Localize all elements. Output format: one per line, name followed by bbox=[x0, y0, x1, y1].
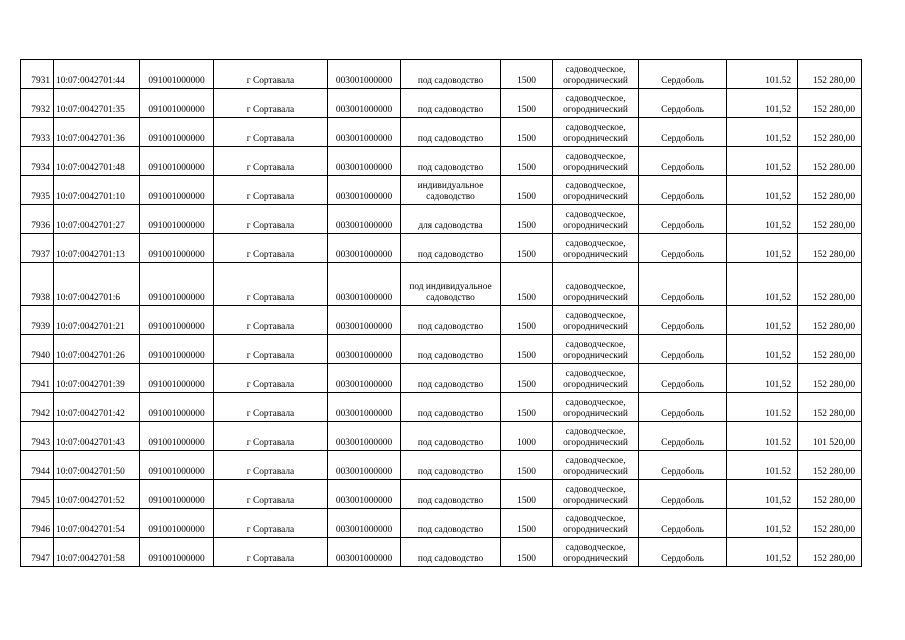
cadastral-value: 152 280,00 bbox=[798, 234, 862, 263]
okato-code: 091001000000 bbox=[140, 451, 214, 480]
cadastral-number: 10:07:0042701:42 bbox=[54, 393, 140, 422]
table-row bbox=[21, 538, 862, 567]
cadastral-number: 10:07:0042701:26 bbox=[54, 335, 140, 364]
locality: г Сортавала bbox=[214, 451, 328, 480]
locality: г Сортавала bbox=[214, 364, 328, 393]
oktmo-code: 003001000000 bbox=[328, 147, 401, 176]
specific-value: 101,52 bbox=[727, 364, 798, 393]
row-number: 7947 bbox=[21, 538, 54, 567]
permitted-use: под индивидуальное садоводство bbox=[401, 263, 501, 306]
cadastral-value: 152 280,00 bbox=[798, 509, 862, 538]
land-category: садоводческое, огороднический bbox=[553, 364, 639, 393]
oktmo-code: 003001000000 bbox=[328, 480, 401, 509]
table-row bbox=[21, 422, 862, 451]
permitted-use: для садоводства bbox=[401, 205, 501, 234]
cadastral-number: 10:07:0042701:10 bbox=[54, 176, 140, 205]
row-number: 7945 bbox=[21, 480, 54, 509]
oktmo-code: 003001000000 bbox=[328, 335, 401, 364]
tax-authority: Сердоболь bbox=[639, 60, 727, 89]
specific-value: 101,52 bbox=[727, 480, 798, 509]
specific-value: 101,52 bbox=[727, 176, 798, 205]
tax-authority: Сердоболь bbox=[639, 147, 727, 176]
permitted-use: под садоводство bbox=[401, 89, 501, 118]
cadastral-number: 10:07:0042701:21 bbox=[54, 306, 140, 335]
cadastral-value: 152 280,00 bbox=[798, 480, 862, 509]
cadastral-value: 152 280,00 bbox=[798, 60, 862, 89]
permitted-use: под садоводство bbox=[401, 422, 501, 451]
area: 1500 bbox=[501, 306, 553, 335]
locality: г Сортавала bbox=[214, 60, 328, 89]
locality: г Сортавала bbox=[214, 205, 328, 234]
locality: г Сортавала bbox=[214, 263, 328, 306]
cadastral-number: 10:07:0042701:52 bbox=[54, 480, 140, 509]
cadastral-number: 10:07:0042701:54 bbox=[54, 509, 140, 538]
area: 1500 bbox=[501, 176, 553, 205]
specific-value: 101,52 bbox=[727, 147, 798, 176]
land-category: садоводческое, огороднический bbox=[553, 538, 639, 567]
area: 1500 bbox=[501, 147, 553, 176]
tax-authority: Сердоболь bbox=[639, 176, 727, 205]
tax-authority: Сердоболь bbox=[639, 451, 727, 480]
oktmo-code: 003001000000 bbox=[328, 364, 401, 393]
land-category: садоводческое, огороднический bbox=[553, 480, 639, 509]
cadastral-number: 10:07:0042701:58 bbox=[54, 538, 140, 567]
okato-code: 091001000000 bbox=[140, 306, 214, 335]
table-body bbox=[21, 60, 862, 567]
specific-value: 101.52 bbox=[727, 422, 798, 451]
locality: г Сортавала bbox=[214, 234, 328, 263]
row-number: 7936 bbox=[21, 205, 54, 234]
row-number: 7943 bbox=[21, 422, 54, 451]
okato-code: 091001000000 bbox=[140, 538, 214, 567]
land-category: садоводческое, огороднический bbox=[553, 393, 639, 422]
row-number: 7931 bbox=[21, 60, 54, 89]
locality: г Сортавала bbox=[214, 89, 328, 118]
locality: г Сортавала bbox=[214, 480, 328, 509]
cadastral-value: 152 280,00 bbox=[798, 451, 862, 480]
permitted-use: индивидуальное садоводство bbox=[401, 176, 501, 205]
tax-authority: Сердоболь bbox=[639, 509, 727, 538]
locality: г Сортавала bbox=[214, 176, 328, 205]
tax-authority: Сердоболь bbox=[639, 538, 727, 567]
row-number: 7941 bbox=[21, 364, 54, 393]
okato-code: 091001000000 bbox=[140, 147, 214, 176]
tax-authority: Сердоболь bbox=[639, 118, 727, 147]
permitted-use: под садоводство bbox=[401, 364, 501, 393]
oktmo-code: 003001000000 bbox=[328, 451, 401, 480]
land-category: садоводческое, огороднический bbox=[553, 335, 639, 364]
row-number: 7946 bbox=[21, 509, 54, 538]
table-row bbox=[21, 306, 862, 335]
permitted-use: под садоводство bbox=[401, 451, 501, 480]
okato-code: 091001000000 bbox=[140, 176, 214, 205]
cadastral-value: 152 280,00 bbox=[798, 393, 862, 422]
locality: г Сортавала bbox=[214, 335, 328, 364]
land-category: садоводческое, огороднический bbox=[553, 60, 639, 89]
okato-code: 091001000000 bbox=[140, 393, 214, 422]
specific-value: 101,52 bbox=[727, 234, 798, 263]
tax-authority: Сердоболь bbox=[639, 205, 727, 234]
permitted-use: под садоводство bbox=[401, 480, 501, 509]
table-row bbox=[21, 60, 862, 89]
permitted-use: под садоводство bbox=[401, 509, 501, 538]
row-number: 7942 bbox=[21, 393, 54, 422]
row-number: 7933 bbox=[21, 118, 54, 147]
table-row bbox=[21, 205, 862, 234]
cadastral-number: 10:07:0042701:27 bbox=[54, 205, 140, 234]
specific-value: 101.52 bbox=[727, 60, 798, 89]
oktmo-code: 003001000000 bbox=[328, 538, 401, 567]
row-number: 7940 bbox=[21, 335, 54, 364]
tax-authority: Сердоболь bbox=[639, 306, 727, 335]
area: 1500 bbox=[501, 118, 553, 147]
table-row bbox=[21, 335, 862, 364]
okato-code: 091001000000 bbox=[140, 364, 214, 393]
specific-value: 101,52 bbox=[727, 509, 798, 538]
table-row bbox=[21, 451, 862, 480]
cadastral-number: 10:07:0042701:43 bbox=[54, 422, 140, 451]
table-row bbox=[21, 234, 862, 263]
row-number: 7937 bbox=[21, 234, 54, 263]
permitted-use: под садоводство bbox=[401, 538, 501, 567]
oktmo-code: 003001000000 bbox=[328, 89, 401, 118]
table-row bbox=[21, 480, 862, 509]
oktmo-code: 003001000000 bbox=[328, 205, 401, 234]
row-number: 7939 bbox=[21, 306, 54, 335]
area: 1500 bbox=[501, 393, 553, 422]
okato-code: 091001000000 bbox=[140, 234, 214, 263]
cadastral-number: 10:07:0042701:39 bbox=[54, 364, 140, 393]
specific-value: 101,52 bbox=[727, 335, 798, 364]
area: 1500 bbox=[501, 364, 553, 393]
land-category: садоводческое, огороднический bbox=[553, 147, 639, 176]
land-category: садоводческое, огороднический bbox=[553, 306, 639, 335]
table-row bbox=[21, 509, 862, 538]
area: 1500 bbox=[501, 263, 553, 306]
locality: г Сортавала bbox=[214, 147, 328, 176]
row-number: 7935 bbox=[21, 176, 54, 205]
okato-code: 091001000000 bbox=[140, 263, 214, 306]
cadastral-value: 152 280,00 bbox=[798, 538, 862, 567]
okato-code: 091001000000 bbox=[140, 205, 214, 234]
cadastral-value: 101 520,00 bbox=[798, 422, 862, 451]
area: 1500 bbox=[501, 205, 553, 234]
locality: г Сортавала bbox=[214, 118, 328, 147]
permitted-use: под садоводство bbox=[401, 234, 501, 263]
specific-value: 101,52 bbox=[727, 205, 798, 234]
row-number: 7944 bbox=[21, 451, 54, 480]
cadastral-number: 10:07:0042701:36 bbox=[54, 118, 140, 147]
land-category: садоводческое, огороднический bbox=[553, 422, 639, 451]
okato-code: 091001000000 bbox=[140, 422, 214, 451]
table-row bbox=[21, 89, 862, 118]
table-row bbox=[21, 263, 862, 306]
okato-code: 091001000000 bbox=[140, 89, 214, 118]
table-row bbox=[21, 118, 862, 147]
okato-code: 091001000000 bbox=[140, 509, 214, 538]
oktmo-code: 003001000000 bbox=[328, 176, 401, 205]
area: 1500 bbox=[501, 451, 553, 480]
cadastral-value: 152 280,00 bbox=[798, 176, 862, 205]
tax-authority: Сердоболь bbox=[639, 335, 727, 364]
row-number: 7938 bbox=[21, 263, 54, 306]
tax-authority: Сердоболь bbox=[639, 393, 727, 422]
oktmo-code: 003001000000 bbox=[328, 306, 401, 335]
area: 1500 bbox=[501, 89, 553, 118]
cadastral-value: 152 280,00 bbox=[798, 364, 862, 393]
specific-value: 101,52 bbox=[727, 306, 798, 335]
table-row bbox=[21, 364, 862, 393]
table-row bbox=[21, 393, 862, 422]
okato-code: 091001000000 bbox=[140, 118, 214, 147]
land-category: садоводческое, огороднический bbox=[553, 451, 639, 480]
cadastral-number: 10:07:0042701:48 bbox=[54, 147, 140, 176]
cadastral-number: 10:07:0042701:6 bbox=[54, 263, 140, 306]
okato-code: 091001000000 bbox=[140, 335, 214, 364]
specific-value: 101,52 bbox=[727, 89, 798, 118]
cadastral-number: 10:07:0042701:44 bbox=[54, 60, 140, 89]
table-row bbox=[21, 176, 862, 205]
locality: г Сортавала bbox=[214, 422, 328, 451]
land-category: садоводческое, огороднический bbox=[553, 234, 639, 263]
oktmo-code: 003001000000 bbox=[328, 509, 401, 538]
cadastral-value: 152 280,00 bbox=[798, 205, 862, 234]
row-number: 7934 bbox=[21, 147, 54, 176]
cadastral-value: 152 280,00 bbox=[798, 263, 862, 306]
tax-authority: Сердоболь bbox=[639, 480, 727, 509]
land-category: садоводческое, огороднический bbox=[553, 118, 639, 147]
locality: г Сортавала bbox=[214, 509, 328, 538]
oktmo-code: 003001000000 bbox=[328, 60, 401, 89]
locality: г Сортавала bbox=[214, 393, 328, 422]
tax-authority: Сердоболь bbox=[639, 234, 727, 263]
area: 1500 bbox=[501, 480, 553, 509]
land-category: садоводческое, огороднический bbox=[553, 509, 639, 538]
permitted-use: под садоводство bbox=[401, 393, 501, 422]
land-category: садоводческое, огороднический bbox=[553, 176, 639, 205]
area: 1500 bbox=[501, 509, 553, 538]
permitted-use: под садоводство bbox=[401, 118, 501, 147]
specific-value: 101,52 bbox=[727, 263, 798, 306]
cadastral-value: 152 280,00 bbox=[798, 89, 862, 118]
specific-value: 101,52 bbox=[727, 118, 798, 147]
locality: г Сортавала bbox=[214, 306, 328, 335]
tax-authority: Сердоболь bbox=[639, 89, 727, 118]
cadastral-number: 10:07:0042701:13 bbox=[54, 234, 140, 263]
oktmo-code: 003001000000 bbox=[328, 118, 401, 147]
oktmo-code: 003001000000 bbox=[328, 234, 401, 263]
specific-value: 101,52 bbox=[727, 538, 798, 567]
okato-code: 091001000000 bbox=[140, 60, 214, 89]
row-number: 7932 bbox=[21, 89, 54, 118]
area: 1500 bbox=[501, 538, 553, 567]
oktmo-code: 003001000000 bbox=[328, 393, 401, 422]
land-category: садоводческое, огороднический bbox=[553, 205, 639, 234]
land-category: садоводческое, огороднический bbox=[553, 89, 639, 118]
table-row bbox=[21, 147, 862, 176]
okato-code: 091001000000 bbox=[140, 480, 214, 509]
cadastral-value: 152 280.00 bbox=[798, 147, 862, 176]
area: 1500 bbox=[501, 234, 553, 263]
area: 1500 bbox=[501, 335, 553, 364]
cadastral-number: 10:07:0042701:35 bbox=[54, 89, 140, 118]
cadastral-value: 152 280,00 bbox=[798, 306, 862, 335]
permitted-use: под садоводство bbox=[401, 147, 501, 176]
cadastral-value: 152 280,00 bbox=[798, 335, 862, 364]
specific-value: 101.52 bbox=[727, 393, 798, 422]
area: 1000 bbox=[501, 422, 553, 451]
tax-authority: Сердоболь bbox=[639, 364, 727, 393]
tax-authority: Сердоболь bbox=[639, 422, 727, 451]
specific-value: 101.52 bbox=[727, 451, 798, 480]
permitted-use: под садоводство bbox=[401, 335, 501, 364]
tax-authority: Сердоболь bbox=[639, 263, 727, 306]
cadastral-number: 10:07:0042701:50 bbox=[54, 451, 140, 480]
land-register-table bbox=[20, 59, 862, 567]
permitted-use: под садоводство bbox=[401, 60, 501, 89]
permitted-use: под садоводство bbox=[401, 306, 501, 335]
cadastral-value: 152 280,00 bbox=[798, 118, 862, 147]
land-category: садоводческое, огороднический bbox=[553, 263, 639, 306]
area: 1500 bbox=[501, 60, 553, 89]
oktmo-code: 003001000000 bbox=[328, 422, 401, 451]
oktmo-code: 003001000000 bbox=[328, 263, 401, 306]
locality: г Сортавала bbox=[214, 538, 328, 567]
